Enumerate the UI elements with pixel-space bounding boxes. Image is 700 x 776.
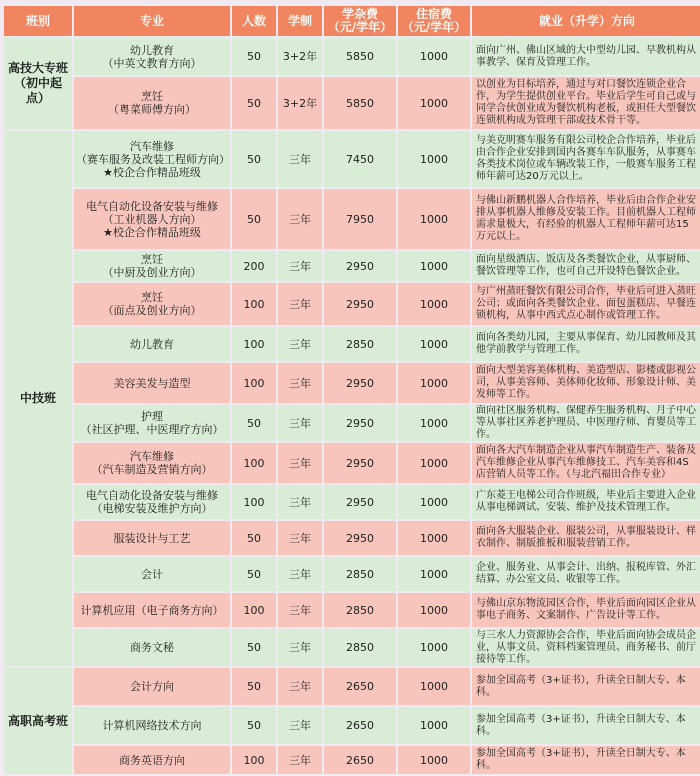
header-career: 就业（升学）方向 [472, 6, 700, 36]
cell-tuition: 7450 [324, 131, 396, 187]
table-row [4, 251, 700, 281]
cell-tuition: 2950 [324, 405, 396, 441]
cell-major: 会计方向 [74, 668, 230, 705]
cell-major: 电气自动化设备安装与维修 （电梯安装及维护方向） [74, 485, 230, 519]
category-technical: 中技班 [4, 131, 72, 666]
cell-tuition: 2950 [324, 521, 396, 555]
table-row [4, 77, 700, 129]
cell-count: 100 [232, 363, 276, 403]
cell-lodging: 1000 [398, 131, 470, 187]
cell-career: 面向各大服装企业、服装公司，从事服装设计、样衣制作、制版推板和服装营销工作。 [472, 521, 700, 555]
cell-count: 50 [232, 189, 276, 249]
cell-duration: 三年 [278, 593, 322, 627]
cell-major: 幼儿教育 （中英文教育方向） [74, 38, 230, 75]
cell-career: 面向星级酒店、饭店及各类餐饮企业，从事厨师、餐饮管理等工作，也可自己开设特色餐饮企业。 [472, 251, 700, 281]
cell-duration: 三年 [278, 485, 322, 519]
cell-lodging: 1000 [398, 363, 470, 403]
cell-duration: 三年 [278, 189, 322, 249]
table-row [4, 405, 700, 441]
cell-duration: 3+2年 [278, 38, 322, 75]
table-row [4, 38, 700, 75]
table-row [4, 363, 700, 403]
cell-tuition: 5850 [324, 38, 396, 75]
cell-tuition: 2650 [324, 707, 396, 744]
cell-duration: 三年 [278, 707, 322, 744]
cell-major: 烹饪 （粤菜师傅方向） [74, 77, 230, 129]
cell-lodging: 1000 [398, 189, 470, 249]
table-row [4, 521, 700, 555]
cell-duration: 3+2年 [278, 77, 322, 129]
cell-tuition: 2850 [324, 629, 396, 666]
cell-duration: 三年 [278, 251, 322, 281]
cell-career: 与佛山京东物流园区合作，毕业后面向园区企业从事电子商务、文案制作、广告设计等工作。 [472, 593, 700, 627]
enrollment-table [2, 4, 700, 776]
cell-lodging: 1000 [398, 77, 470, 129]
cell-count: 50 [232, 521, 276, 555]
category-exam: 高职高考班 [4, 668, 72, 774]
cell-tuition: 2650 [324, 746, 396, 774]
cell-duration: 三年 [278, 363, 322, 403]
cell-duration: 三年 [278, 283, 322, 325]
category-college: 高技大专班 （初中起点） [4, 38, 72, 129]
cell-lodging: 1000 [398, 251, 470, 281]
cell-tuition: 2850 [324, 593, 396, 627]
cell-tuition: 2850 [324, 327, 396, 361]
cell-major: 汽车维修 （汽车制造及营销方向） [74, 443, 230, 483]
cell-career: 企业、服务业、从事会计、出纳、报税库管、外汇结算、办公室文员、收银等工作。 [472, 557, 700, 591]
cell-duration: 三年 [278, 443, 322, 483]
cell-duration: 三年 [278, 131, 322, 187]
cell-career: 与三水人力资源协会合作，毕业后面向协会成员企业，从事文员、资料档案管理员、商务秘书、前厅接待等工作。 [472, 629, 700, 666]
table-row [4, 283, 700, 325]
cell-career: 与佛山新鹏机器人合作培养，毕业后由合作企业安排从事机器人维修及安装工作。目前机器人工程师需求量极大，有经验的机器人工程师年薪可达15万元以上。 [472, 189, 700, 249]
cell-career: 参加全国高考（3+证书），升读全日制大专、本科。 [472, 668, 700, 705]
cell-tuition: 2950 [324, 485, 396, 519]
cell-count: 200 [232, 251, 276, 281]
table-row [4, 746, 700, 774]
cell-lodging: 1000 [398, 707, 470, 744]
cell-count: 50 [232, 405, 276, 441]
table-row [4, 557, 700, 591]
cell-tuition: 7950 [324, 189, 396, 249]
cell-major: 汽车维修 （赛车服务及改装工程师方向） ★校企合作精品班级 [74, 131, 230, 187]
header-category: 班别 [4, 6, 72, 36]
cell-duration: 三年 [278, 557, 322, 591]
table-row [4, 443, 700, 483]
table-row [4, 593, 700, 627]
cell-major: 商务英语方向 [74, 746, 230, 774]
cell-tuition: 2950 [324, 251, 396, 281]
cell-major: 烹饪 （面点及创业方向） [74, 283, 230, 325]
cell-major: 护理 （社区护理、中医理疗方向） [74, 405, 230, 441]
header-row [4, 6, 700, 36]
cell-major: 会计 [74, 557, 230, 591]
cell-career: 面向各类幼儿园，主要从事保育、幼儿园教师及其他学前教学与管理工作。 [472, 327, 700, 361]
table-row [4, 629, 700, 666]
cell-career: 与广州蒸旺餐饮有限公司合作，毕业后可进入蒸旺公司；或面向各类餐饮企业、面包蛋糕店、早餐连锁机构，从事中西式点心制作或管理工作。 [472, 283, 700, 325]
cell-count: 50 [232, 38, 276, 75]
cell-career: 与美克明赛车服务有限公司校企合作培养，毕业后由合作企业安排到国内各赛车车队服务，从事赛车各类技术岗位或车辆改装工作，一般赛车服务工程师年薪可达20万元以上。 [472, 131, 700, 187]
cell-tuition: 2650 [324, 668, 396, 705]
cell-career: 参加全国高考（3+证书），升读全日制大专、本科。 [472, 746, 700, 774]
cell-count: 50 [232, 668, 276, 705]
cell-major: 烹饪 （中厨及创业方向） [74, 251, 230, 281]
cell-career: 以创业为目标培养，通过与对口餐饮连锁企业合作，为学生提供创业平台。毕业后学生可自己或与同学合伙创业成为餐饮机构老板，或担任大型餐饮连锁机构成为管理干部或技术骨干等。 [472, 77, 700, 129]
table-row [4, 485, 700, 519]
cell-count: 50 [232, 131, 276, 187]
cell-lodging: 1000 [398, 668, 470, 705]
cell-lodging: 1000 [398, 443, 470, 483]
cell-duration: 三年 [278, 629, 322, 666]
cell-career: 广东菱王电梯公司合作班级，毕业后主要进入企业从事电梯调试、安装、维护及技术管理工作。 [472, 485, 700, 519]
cell-major: 美容美发与造型 [74, 363, 230, 403]
cell-duration: 三年 [278, 521, 322, 555]
cell-tuition: 2850 [324, 557, 396, 591]
cell-career: 面向社区服务机构、保健养生服务机构、月子中心等从事社区养老护理员、中医理疗师、育婴员等工作。 [472, 405, 700, 441]
cell-count: 100 [232, 746, 276, 774]
cell-lodging: 1000 [398, 327, 470, 361]
header-tuition: 学杂费 （元/学年） [324, 6, 396, 36]
cell-lodging: 1000 [398, 746, 470, 774]
cell-duration: 三年 [278, 746, 322, 774]
cell-count: 100 [232, 485, 276, 519]
cell-count: 50 [232, 707, 276, 744]
cell-lodging: 1000 [398, 629, 470, 666]
cell-career: 面向大型美容美体机构、美造型店、影楼或影视公司，从事美容师、美体师化妆师、形象设计师、美发师等工作。 [472, 363, 700, 403]
cell-major: 电气自动化设备安装与维修 （工业机器人方向） ★校企合作精品班级 [74, 189, 230, 249]
table-row [4, 668, 700, 705]
cell-count: 50 [232, 77, 276, 129]
header-major: 专业 [74, 6, 230, 36]
cell-career: 面向广州、佛山区域的大中型幼儿园、早教机构从事教学、保育及管理工作。 [472, 38, 700, 75]
cell-count: 100 [232, 327, 276, 361]
cell-tuition: 2950 [324, 283, 396, 325]
header-duration: 学制 [278, 6, 322, 36]
cell-count: 50 [232, 557, 276, 591]
header-count: 人数 [232, 6, 276, 36]
cell-tuition: 5850 [324, 77, 396, 129]
cell-tuition: 2950 [324, 363, 396, 403]
cell-major: 服装设计与工艺 [74, 521, 230, 555]
cell-duration: 三年 [278, 405, 322, 441]
cell-lodging: 1000 [398, 405, 470, 441]
cell-tuition: 2950 [324, 443, 396, 483]
table-row [4, 327, 700, 361]
cell-major: 计算机应用（电子商务方向） [74, 593, 230, 627]
cell-career: 面向各大汽车制造企业从事汽车制造生产、装备及汽车维修企业从事汽车维修技工、汽车美容和4S店营销人员等工作。（与北汽福田合作专业） [472, 443, 700, 483]
cell-count: 100 [232, 283, 276, 325]
cell-major: 商务文秘 [74, 629, 230, 666]
cell-lodging: 1000 [398, 485, 470, 519]
cell-count: 100 [232, 593, 276, 627]
cell-lodging: 1000 [398, 593, 470, 627]
table-row [4, 707, 700, 744]
header-lodging: 住宿费 （元/学年） [398, 6, 470, 36]
cell-major: 幼儿教育 [74, 327, 230, 361]
cell-duration: 三年 [278, 668, 322, 705]
cell-major: 计算机网络技术方向 [74, 707, 230, 744]
cell-duration: 三年 [278, 327, 322, 361]
cell-career: 参加全国高考（3+证书），升读全日制大专、本科。 [472, 707, 700, 744]
table-row [4, 189, 700, 249]
table-row [4, 131, 700, 187]
cell-lodging: 1000 [398, 283, 470, 325]
cell-lodging: 1000 [398, 557, 470, 591]
cell-count: 50 [232, 629, 276, 666]
cell-count: 100 [232, 443, 276, 483]
cell-lodging: 1000 [398, 38, 470, 75]
cell-lodging: 1000 [398, 521, 470, 555]
